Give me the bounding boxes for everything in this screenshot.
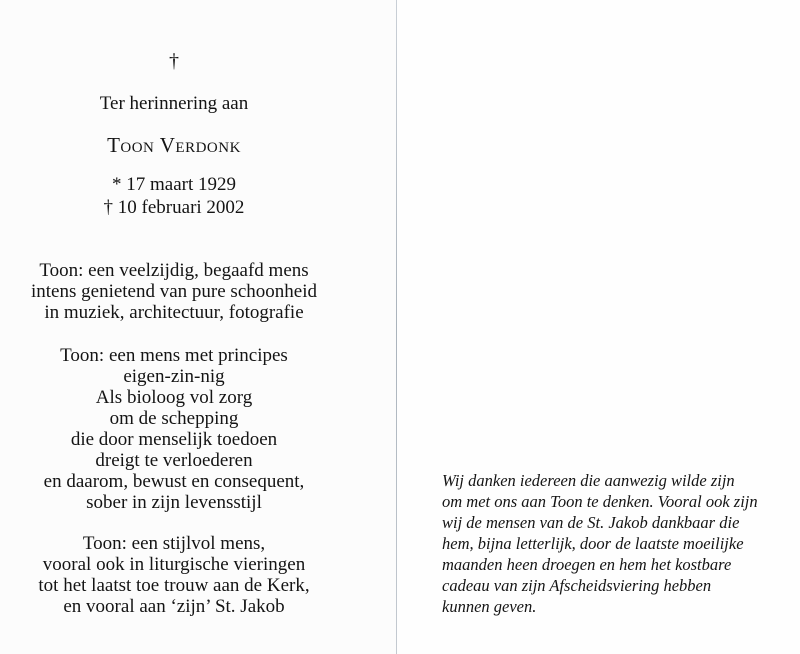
stanza-line: Toon: een mens met principes [60, 345, 288, 366]
stanza-1 [0, 260, 348, 323]
thanks-line: wij de mensen van de St. Jakob dankbaar die [442, 513, 740, 532]
stanza-line: dreigt te verloederen [95, 450, 253, 471]
stanza-line: vooral ook in liturgische vieringen [42, 554, 306, 575]
cross-icon: † [169, 50, 179, 72]
thanks-line: hem, bijna letterlijk, door de laatste moeilijke [442, 534, 744, 553]
stanza-line: Toon: een stijlvol mens, [82, 533, 266, 554]
intro-text: Ter herinnering aan [99, 93, 249, 114]
right-page [397, 0, 800, 654]
stanza-line: en daarom, bewust en consequent, [43, 471, 305, 492]
stanza-line: in muziek, architectuur, fotografie [44, 302, 304, 323]
thanks-paragraph [442, 470, 782, 617]
left-page [0, 0, 396, 654]
dates-block [0, 173, 348, 219]
birth-date: * 17 maart 1929 [111, 174, 236, 195]
thanks-line: Wij danken iedereen die aanwezig wilde zijn [442, 471, 735, 490]
stanza-line: Toon: een veelzijdig, begaafd mens [39, 260, 309, 281]
thanks-line: maanden heen droegen en hem het kostbare [442, 555, 732, 574]
stanza-line: intens genietend van pure schoonheid [31, 281, 317, 302]
stanza-line: en vooral aan ‘zijn’ St. Jakob [63, 596, 285, 617]
thanks-line: om met ons aan Toon te denken. Vooral ook zijn [442, 492, 758, 511]
stanza-line: tot het laatst toe trouw aan de Kerk, [38, 575, 310, 596]
stanza-line: Als bioloog vol zorg [95, 387, 253, 408]
deceased-name: Toon Verdonk [107, 133, 241, 157]
thanks-line: cadeau van zijn Afscheidsviering hebben [442, 576, 712, 595]
stanza-line: die door menselijk toedoen [70, 429, 278, 450]
stanza-line: sober in zijn levensstijl [86, 492, 262, 513]
stanza-line: eigen-zin-nig [123, 366, 225, 387]
death-date: † 10 februari 2002 [103, 197, 245, 218]
stanza-2 [0, 345, 348, 513]
stanza-3 [0, 533, 348, 617]
stanza-line: om de schepping [109, 408, 239, 429]
thanks-line: kunnen geven. [442, 597, 537, 616]
